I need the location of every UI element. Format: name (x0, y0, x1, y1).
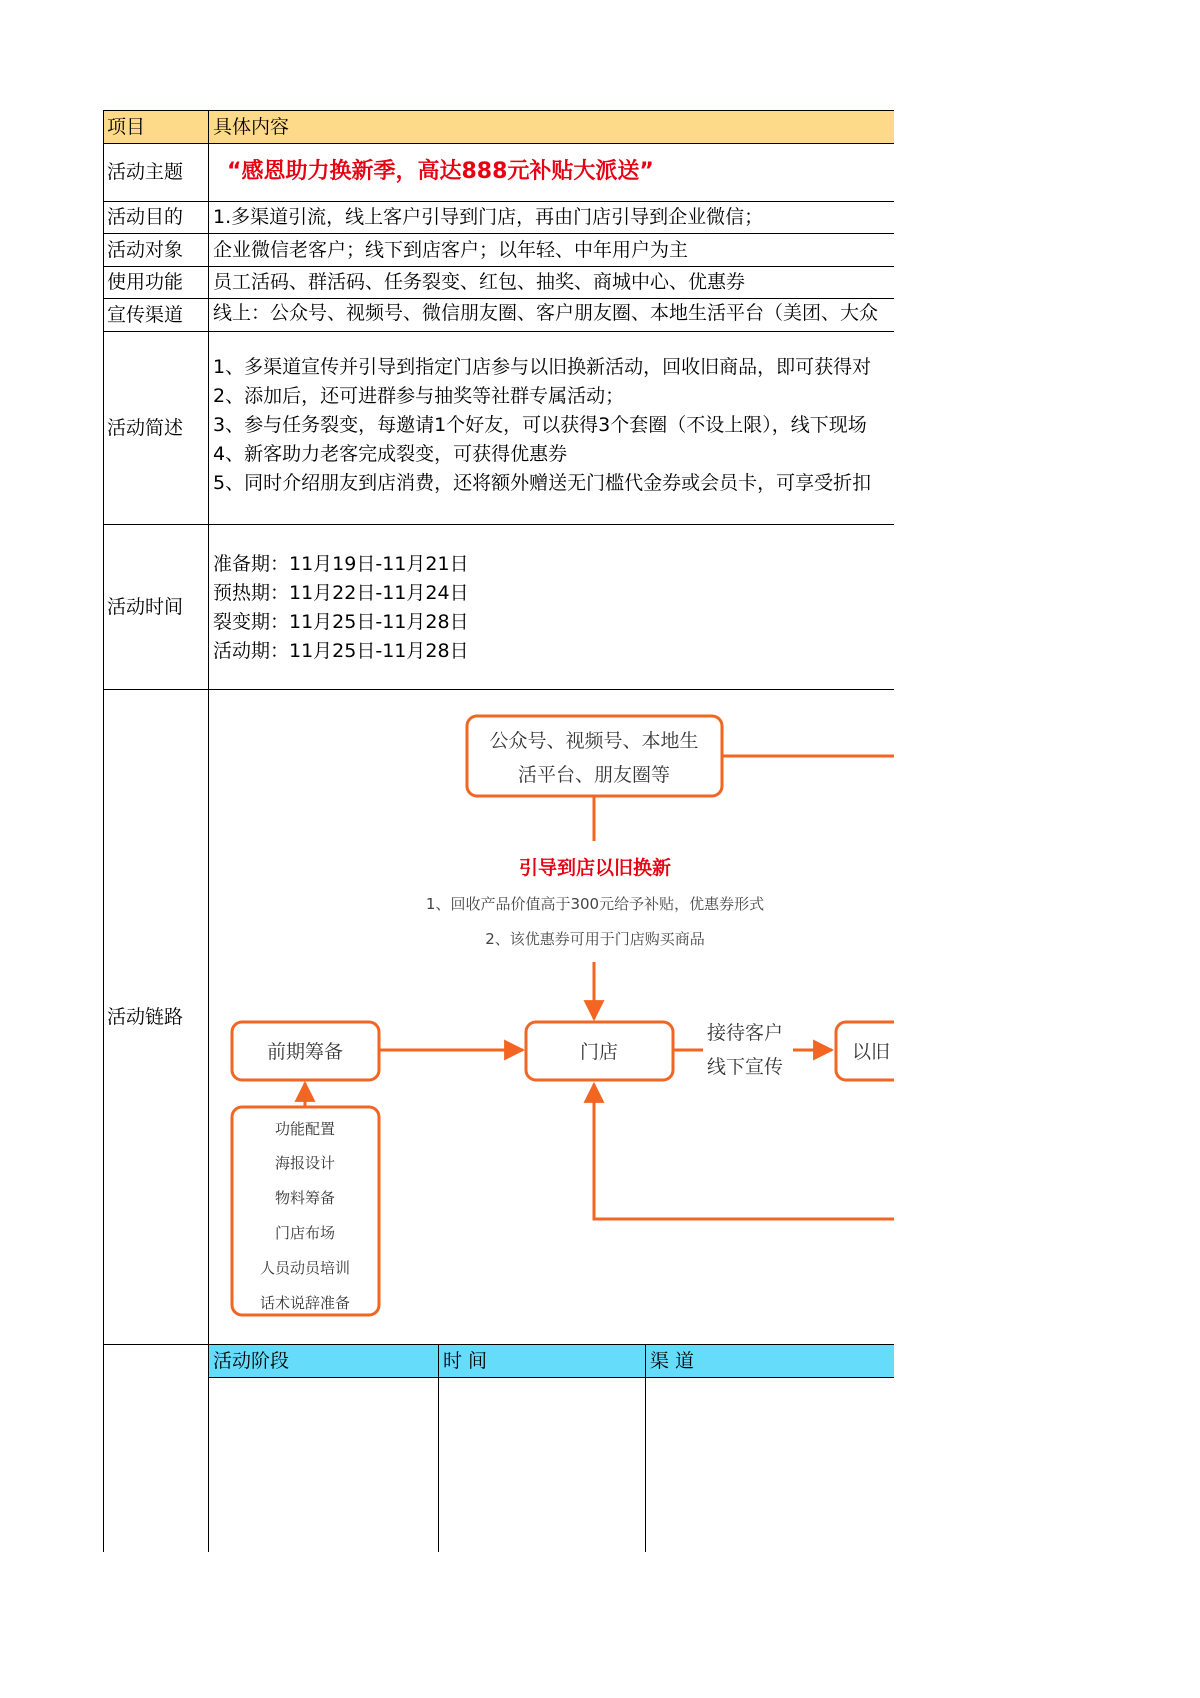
grid-line (103, 331, 894, 332)
grid-line (103, 266, 894, 267)
stage-channel-cell[interactable] (646, 1377, 894, 1552)
guide-title: 引导到店以旧换新 (518, 857, 672, 879)
grid-line (208, 110, 209, 1552)
purpose-text: 1.多渠道引流，线上客户引导到门店，再由门店引导到企业微信； (213, 206, 764, 228)
stage-phase-cell[interactable] (209, 1377, 439, 1552)
stage-header-phase[interactable] (209, 1344, 439, 1377)
header-item-cell[interactable] (103, 110, 209, 143)
theme-value-cell[interactable] (209, 143, 894, 201)
theme-label: 活动主题 (107, 161, 184, 183)
stage-header-phase-label: 活动阶段 (213, 1349, 290, 1372)
target-label: 活动对象 (107, 238, 184, 261)
grid-line (209, 1377, 894, 1378)
reception-line: 接待客户 (707, 1022, 784, 1044)
features-label: 使用功能 (107, 271, 184, 293)
summary-line: 1、多渠道宣传并引导到指定门店参与以旧换新活动，回收旧商品，即可获得对 (213, 356, 872, 378)
channels-box-line2: 活平台、朋友圈等 (517, 764, 671, 786)
stage-header-channel-label: 渠 道 (650, 1349, 695, 1372)
grid-line (103, 110, 894, 111)
grid-line (103, 201, 894, 202)
stage-header-time-label: 时 间 (443, 1349, 488, 1372)
features-label-cell[interactable] (103, 266, 209, 298)
channels-value-cell[interactable] (209, 298, 894, 331)
reception-line: 线下宣传 (707, 1056, 784, 1078)
purpose-value-cell[interactable] (209, 201, 894, 233)
features-text: 员工活码、群活码、任务裂变、红包、抽奖、商城中心、优惠券 (213, 271, 746, 293)
summary-label-cell[interactable] (103, 331, 209, 524)
grid-line (103, 298, 894, 299)
grid-line (103, 110, 104, 1552)
time-label-cell[interactable] (103, 524, 209, 689)
header-content-label: 具体内容 (213, 115, 290, 138)
prep-item: 话术说辞准备 (259, 1294, 351, 1312)
grid-line (103, 143, 894, 144)
summary-line: 5、同时介绍朋友到店消费，还将额外赠送无门槛代金券或会员卡，可享受折扣 (213, 472, 872, 494)
guide-line: 1、回收产品价值高于300元给予补贴，优惠券形式 (425, 895, 765, 913)
trade-in-box-label: 以旧 (852, 1041, 891, 1063)
grid-line (103, 233, 894, 234)
summary-label: 活动简述 (107, 416, 184, 439)
grid-line (103, 1344, 894, 1345)
stage-time-cell[interactable] (439, 1377, 646, 1552)
flow-label-cell[interactable] (103, 689, 209, 1344)
time-line: 裂变期：11月25日-11月28日 (213, 611, 469, 633)
prep-item: 门店布场 (274, 1224, 336, 1242)
header-item-label: 项目 (107, 115, 146, 138)
spreadsheet (103, 110, 894, 1552)
theme-label-cell[interactable] (103, 143, 209, 201)
summary-line: 4、新客助力老客完成裂变，可获得优惠券 (213, 443, 568, 465)
stage-header-channel[interactable] (646, 1344, 894, 1377)
time-line: 预热期：11月22日-11月24日 (213, 582, 469, 604)
time-line: 准备期：11月19日-11月21日 (213, 553, 469, 575)
grid-line (103, 689, 894, 690)
prep-item: 物料筹备 (274, 1189, 336, 1207)
prep-box-label: 前期筹备 (266, 1041, 344, 1063)
flow-label: 活动链路 (107, 1005, 184, 1028)
channels-text: 线上：公众号、视频号、微信朋友圈、客户朋友圈、本地生活平台（美团、大众 (213, 302, 879, 324)
purpose-label: 活动目的 (107, 206, 184, 228)
prep-list-box[interactable] (232, 1107, 379, 1315)
time-value-cell[interactable] (209, 524, 894, 689)
features-value-cell[interactable] (209, 266, 894, 298)
return-loop-line (594, 1084, 894, 1219)
time-label: 活动时间 (107, 595, 184, 618)
header-content-cell[interactable] (209, 110, 894, 143)
channels-label: 宣传渠道 (107, 303, 184, 326)
summary-line: 3、参与任务裂变，每邀请1个好友，可以获得3个套圈（不设上限），线下现场 (213, 414, 867, 436)
prep-item: 海报设计 (274, 1154, 336, 1172)
time-line: 活动期：11月25日-11月28日 (213, 640, 469, 662)
prep-item: 功能配置 (274, 1120, 336, 1138)
summary-value-cell[interactable] (209, 331, 894, 524)
stage-header-time[interactable] (439, 1344, 646, 1377)
prep-item: 人员动员培训 (259, 1259, 351, 1277)
flow-chart (209, 689, 894, 1344)
stage-label-cell[interactable] (103, 1344, 209, 1552)
grid-line (438, 1344, 439, 1552)
theme-text: “感恩助力换新季，高达888元补贴大派送” (227, 159, 654, 184)
summary-line: 2、添加后，还可进群参与抽奖等社群专属活动； (213, 385, 625, 407)
target-label-cell[interactable] (103, 233, 209, 266)
target-text: 企业微信老客户；线下到店客户；以年轻、中年用户为主 (213, 238, 689, 261)
channels-box-line1: 公众号、视频号、本地生 (489, 730, 699, 752)
target-value-cell[interactable] (209, 233, 894, 266)
purpose-label-cell[interactable] (103, 201, 209, 233)
channels-label-cell[interactable] (103, 298, 209, 331)
store-box-label: 门店 (579, 1041, 619, 1063)
guide-line: 2、该优惠券可用于门店购买商品 (485, 930, 705, 948)
grid-line (103, 524, 894, 525)
grid-line (645, 1344, 646, 1552)
